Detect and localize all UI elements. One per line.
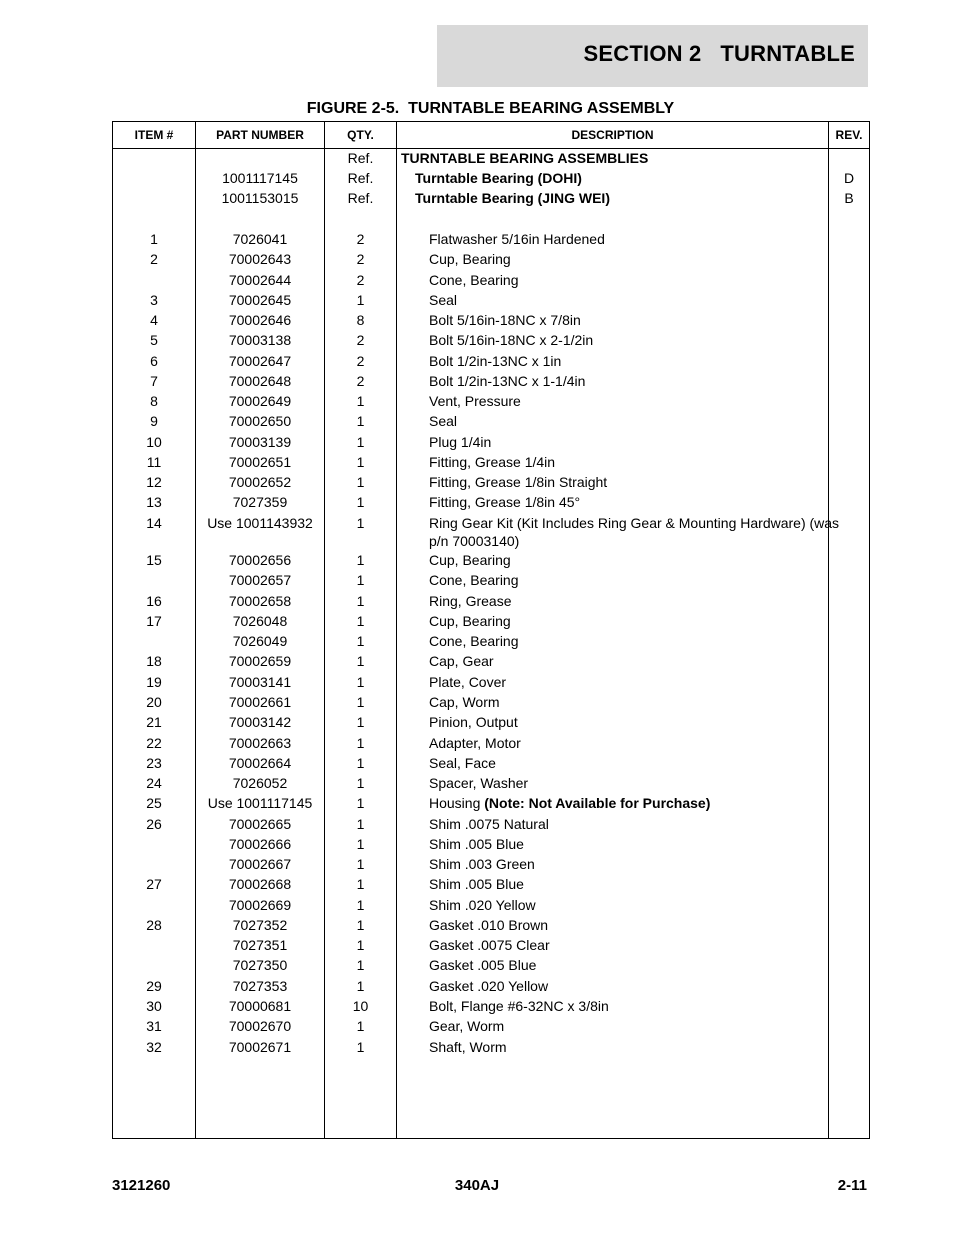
- description-text: Plate, Cover: [429, 674, 507, 690]
- quantity: 2: [356, 251, 365, 267]
- quantity: 1: [356, 633, 365, 649]
- item-number: 12: [146, 474, 162, 490]
- description: [401, 331, 857, 349]
- item-number: 6: [150, 353, 158, 369]
- table-row: [113, 169, 869, 189]
- description: [401, 632, 857, 650]
- table-row: [113, 774, 869, 794]
- quantity: 2: [356, 231, 365, 247]
- part-number: 70002645: [228, 292, 292, 308]
- item-number: 11: [146, 454, 162, 470]
- table-row: [113, 551, 869, 571]
- part-number: 70002668: [228, 876, 292, 892]
- page-number: 2-11: [837, 1177, 867, 1194]
- part-number: 7026049: [232, 633, 288, 649]
- part-number: 70002643: [228, 251, 292, 267]
- description: [401, 713, 857, 731]
- description: [401, 571, 857, 589]
- description: [401, 271, 857, 289]
- description-text: Turntable Bearing (JING WEI): [415, 190, 610, 206]
- description: [401, 734, 857, 752]
- description-text: Cone, Bearing: [429, 572, 519, 588]
- description: [401, 352, 857, 370]
- column-header-item: ITEM #: [134, 128, 174, 142]
- description-text: Cone, Bearing: [429, 633, 519, 649]
- item-number: 14: [146, 515, 162, 531]
- quantity: 1: [356, 613, 365, 629]
- description-text: Shim .020 Yellow: [429, 897, 536, 913]
- figure-title: FIGURE 2-5. TURNTABLE BEARING ASSEMBLY: [306, 100, 675, 117]
- description-text: Ring, Grease: [429, 593, 512, 609]
- description-text: Fitting, Grease 1/8in Straight: [429, 474, 608, 490]
- quantity: 1: [356, 593, 365, 609]
- part-number: 7027352: [232, 917, 288, 933]
- revision: B: [844, 190, 854, 206]
- table-row: [113, 311, 869, 331]
- item-number: 28: [146, 917, 162, 933]
- part-number: 7027359: [232, 494, 288, 510]
- table-row: [113, 673, 869, 693]
- description-text: Seal: [429, 292, 458, 308]
- description: [401, 169, 843, 187]
- part-number: 70002666: [228, 836, 292, 852]
- column-header-part-number: PART NUMBER: [216, 128, 304, 142]
- description-text: TURNTABLE BEARING ASSEMBLIES: [401, 150, 649, 166]
- description: [401, 936, 857, 954]
- part-number: 70002650: [228, 413, 292, 429]
- item-number: 9: [150, 413, 158, 429]
- description: [401, 149, 829, 167]
- description: [401, 514, 857, 550]
- section-banner: [437, 25, 868, 87]
- description: [401, 875, 857, 893]
- quantity: 1: [356, 957, 365, 973]
- description: [401, 392, 857, 410]
- description-text: Gasket .005 Blue: [429, 957, 537, 973]
- table-row: [113, 754, 869, 774]
- description: [401, 652, 857, 670]
- description: [401, 794, 857, 812]
- quantity: 2: [356, 353, 365, 369]
- description: [401, 250, 857, 268]
- table-row: [113, 977, 869, 997]
- quantity: 1: [356, 292, 365, 308]
- description: [401, 774, 857, 792]
- description-text: Housing: [429, 795, 485, 811]
- item-number: 8: [150, 393, 158, 409]
- part-number: 7026041: [232, 231, 288, 247]
- quantity: 1: [356, 515, 365, 531]
- description: [401, 1038, 857, 1056]
- quantity: 1: [356, 856, 365, 872]
- table-row: [113, 1038, 869, 1058]
- part-number: 70002670: [228, 1018, 292, 1034]
- description: [401, 754, 857, 772]
- quantity: 2: [356, 332, 365, 348]
- quantity: 2: [356, 272, 365, 288]
- part-number: 70002656: [228, 552, 292, 568]
- part-number: Use 1001117145: [207, 795, 313, 811]
- description-text: Ring Gear Kit (Kit Includes Ring Gear & Mounting Hardware) (was p/n 70003140): [429, 515, 840, 549]
- quantity: 1: [356, 494, 365, 510]
- part-number: 7026048: [232, 613, 288, 629]
- description-text: Shim .003 Green: [429, 856, 535, 872]
- table-row: [113, 331, 869, 351]
- table-row: [113, 815, 869, 835]
- item-number: 24: [146, 775, 162, 791]
- part-number: 70002659: [228, 653, 292, 669]
- part-number: 70003138: [228, 332, 292, 348]
- part-number: 70002647: [228, 353, 292, 369]
- quantity: 1: [356, 816, 365, 832]
- description: [401, 189, 843, 207]
- part-number: 70002667: [228, 856, 292, 872]
- quantity: Ref.: [347, 150, 374, 166]
- part-number: 70002664: [228, 755, 292, 771]
- part-number: 70002648: [228, 373, 292, 389]
- model-name: 340AJ: [454, 1177, 500, 1194]
- part-number: 70002658: [228, 593, 292, 609]
- table-row: [113, 493, 869, 513]
- description-text: Cup, Bearing: [429, 552, 511, 568]
- item-number: 30: [146, 998, 162, 1014]
- description-text: Cap, Gear: [429, 653, 494, 669]
- quantity: 1: [356, 897, 365, 913]
- quantity: 1: [356, 552, 365, 568]
- table-row: [113, 956, 869, 976]
- part-number: 70002669: [228, 897, 292, 913]
- item-number: 31: [146, 1018, 162, 1034]
- description: [401, 896, 857, 914]
- table-row: [113, 473, 869, 493]
- part-number: 70002651: [228, 454, 292, 470]
- parts-table: [112, 121, 870, 1139]
- table-row: [113, 693, 869, 713]
- quantity: 2: [356, 373, 365, 389]
- quantity: 1: [356, 917, 365, 933]
- quantity: 1: [356, 775, 365, 791]
- quantity: 1: [356, 653, 365, 669]
- description-text: Plug 1/4in: [429, 434, 492, 450]
- description: [401, 433, 857, 451]
- column-header-description: DESCRIPTION: [571, 128, 654, 142]
- description: [401, 916, 857, 934]
- description: [401, 855, 857, 873]
- doc-number: 3121260: [112, 1177, 171, 1194]
- table-row: [113, 571, 869, 591]
- item-number: 29: [146, 978, 162, 994]
- item-number: 3: [150, 292, 158, 308]
- table-row: [113, 291, 869, 311]
- description: [401, 493, 857, 511]
- column-header-rev: REV.: [835, 128, 863, 142]
- table-row: [113, 514, 869, 549]
- quantity: 1: [356, 454, 365, 470]
- description: [401, 815, 857, 833]
- item-number: 27: [146, 876, 162, 892]
- part-number: 70000681: [228, 998, 292, 1014]
- item-number: 32: [146, 1039, 162, 1055]
- description-text: Spacer, Washer: [429, 775, 529, 791]
- table-row: [113, 433, 869, 453]
- description-text: Shaft, Worm: [429, 1039, 507, 1055]
- description-text: Cap, Worm: [429, 694, 500, 710]
- description: [401, 956, 857, 974]
- description-text: Shim .005 Blue: [429, 876, 524, 892]
- table-row: [113, 412, 869, 432]
- table-row: [113, 916, 869, 936]
- item-number: 22: [146, 735, 162, 751]
- description-text: Flatwasher 5/16in Hardened: [429, 231, 605, 247]
- quantity: 1: [356, 937, 365, 953]
- table-row: [113, 997, 869, 1017]
- description: [401, 473, 857, 491]
- description: [401, 291, 857, 309]
- revision: D: [843, 170, 855, 186]
- table-row: [113, 632, 869, 652]
- description: [401, 311, 857, 329]
- quantity: 1: [356, 1039, 365, 1055]
- description-text: Fitting, Grease 1/8in 45°: [429, 494, 581, 510]
- item-number: 10: [146, 434, 162, 450]
- item-number: 21: [146, 714, 162, 730]
- part-number: 70002663: [228, 735, 292, 751]
- description-text: Cup, Bearing: [429, 613, 511, 629]
- quantity: 1: [356, 413, 365, 429]
- item-number: 25: [146, 795, 162, 811]
- quantity: 1: [356, 694, 365, 710]
- part-number: 70002661: [228, 694, 292, 710]
- item-number: 26: [146, 816, 162, 832]
- part-number: 7027353: [232, 978, 288, 994]
- table-row: [113, 1017, 869, 1037]
- table-row: [113, 149, 869, 169]
- table-row: [113, 592, 869, 612]
- description-text: Shim .005 Blue: [429, 836, 524, 852]
- description-text: Gasket .020 Yellow: [429, 978, 549, 994]
- description: [401, 693, 857, 711]
- description-text: Bolt 5/16in-18NC x 2-1/2in: [429, 332, 594, 348]
- description-text: Gear, Worm: [429, 1018, 505, 1034]
- table-row: [113, 875, 869, 895]
- column-header-qty: QTY.: [347, 128, 374, 142]
- description: [401, 592, 857, 610]
- description-text: Cone, Bearing: [429, 272, 519, 288]
- description: [401, 230, 857, 248]
- item-number: 4: [150, 312, 158, 328]
- description-text: Fitting, Grease 1/4in: [429, 454, 556, 470]
- quantity: 1: [356, 735, 365, 751]
- table-row: [113, 372, 869, 392]
- description-text: Bolt, Flange #6-32NC x 3/8in: [429, 998, 609, 1014]
- table-row: [113, 453, 869, 473]
- table-row: [113, 271, 869, 291]
- part-number: 70003142: [228, 714, 292, 730]
- quantity: 1: [356, 876, 365, 892]
- description: [401, 1017, 857, 1035]
- description-text: Gasket .0075 Clear: [429, 937, 550, 953]
- description: [401, 551, 857, 569]
- description: [401, 612, 857, 630]
- item-number: 7: [150, 373, 158, 389]
- part-number: Use 1001143932: [207, 515, 313, 531]
- item-number: 15: [146, 552, 162, 568]
- description-text: Pinion, Output: [429, 714, 518, 730]
- part-number: 70002644: [228, 272, 292, 288]
- item-number: 20: [146, 694, 162, 710]
- quantity: Ref.: [347, 170, 374, 186]
- table-row: [113, 230, 869, 250]
- description-text: Bolt 1/2in-13NC x 1-1/4in: [429, 373, 586, 389]
- quantity: 1: [356, 836, 365, 852]
- section-title: SECTION 2 TURNTABLE: [583, 41, 855, 66]
- part-number: 70002649: [228, 393, 292, 409]
- description-text: Gasket .010 Brown: [429, 917, 549, 933]
- part-number: 70002671: [228, 1039, 292, 1055]
- table-row: [113, 835, 869, 855]
- quantity: 1: [356, 674, 365, 690]
- description: [401, 453, 857, 471]
- table-row: [113, 896, 869, 916]
- part-number: 70002652: [228, 474, 292, 490]
- item-number: 5: [150, 332, 158, 348]
- part-number: 70002646: [228, 312, 292, 328]
- table-row: [113, 936, 869, 956]
- description: [401, 997, 857, 1015]
- description: [401, 412, 857, 430]
- description-text: Cup, Bearing: [429, 251, 511, 267]
- table-row: [113, 612, 869, 632]
- quantity: 1: [356, 1018, 365, 1034]
- description-text: Bolt 1/2in-13NC x 1in: [429, 353, 562, 369]
- quantity: 1: [356, 978, 365, 994]
- quantity: Ref.: [347, 190, 374, 206]
- item-number: 1: [150, 231, 158, 247]
- table-row: [113, 734, 869, 754]
- description-text: Bolt 5/16in-18NC x 7/8in: [429, 312, 581, 328]
- table-row: [113, 250, 869, 270]
- description-text: Seal: [429, 413, 458, 429]
- table-row: [113, 189, 869, 209]
- part-number: 1001117145: [222, 170, 298, 186]
- item-number: 16: [146, 593, 162, 609]
- description-text: Turntable Bearing (DOHI): [415, 170, 582, 186]
- quantity: 1: [356, 474, 365, 490]
- description: [401, 977, 857, 995]
- quantity: 1: [356, 393, 365, 409]
- item-number: 13: [146, 494, 162, 510]
- quantity: 1: [356, 434, 365, 450]
- description: [401, 835, 857, 853]
- table-row: [113, 652, 869, 672]
- quantity: 8: [356, 312, 365, 328]
- part-number: 7027350: [232, 957, 288, 973]
- table-row: [113, 352, 869, 372]
- description: [401, 372, 857, 390]
- quantity: 1: [356, 795, 365, 811]
- description: [401, 673, 857, 691]
- part-number: 70003139: [228, 434, 292, 450]
- table-row: [113, 713, 869, 733]
- description-text: Shim .0075 Natural: [429, 816, 549, 832]
- part-number: 70002665: [228, 816, 292, 832]
- quantity: 10: [352, 998, 369, 1014]
- table-row: [113, 392, 869, 412]
- table-row: [113, 855, 869, 875]
- quantity: 1: [356, 572, 365, 588]
- description-text: Adapter, Motor: [429, 735, 521, 751]
- description-text: Seal, Face: [429, 755, 496, 771]
- table-row: [113, 794, 869, 814]
- item-number: 2: [150, 251, 158, 267]
- item-number: 18: [146, 653, 162, 669]
- item-number: 19: [146, 674, 162, 690]
- description-note: (Note: Not Available for Purchase): [484, 795, 711, 811]
- part-number: 7026052: [232, 775, 288, 791]
- part-number: 70003141: [228, 674, 292, 690]
- item-number: 17: [146, 613, 162, 629]
- part-number: 70002657: [228, 572, 292, 588]
- description-text: Vent, Pressure: [429, 393, 521, 409]
- part-number: 7027351: [232, 937, 288, 953]
- item-number: 23: [146, 755, 162, 771]
- quantity: 1: [356, 755, 365, 771]
- part-number: 1001153015: [221, 190, 299, 206]
- quantity: 1: [356, 714, 365, 730]
